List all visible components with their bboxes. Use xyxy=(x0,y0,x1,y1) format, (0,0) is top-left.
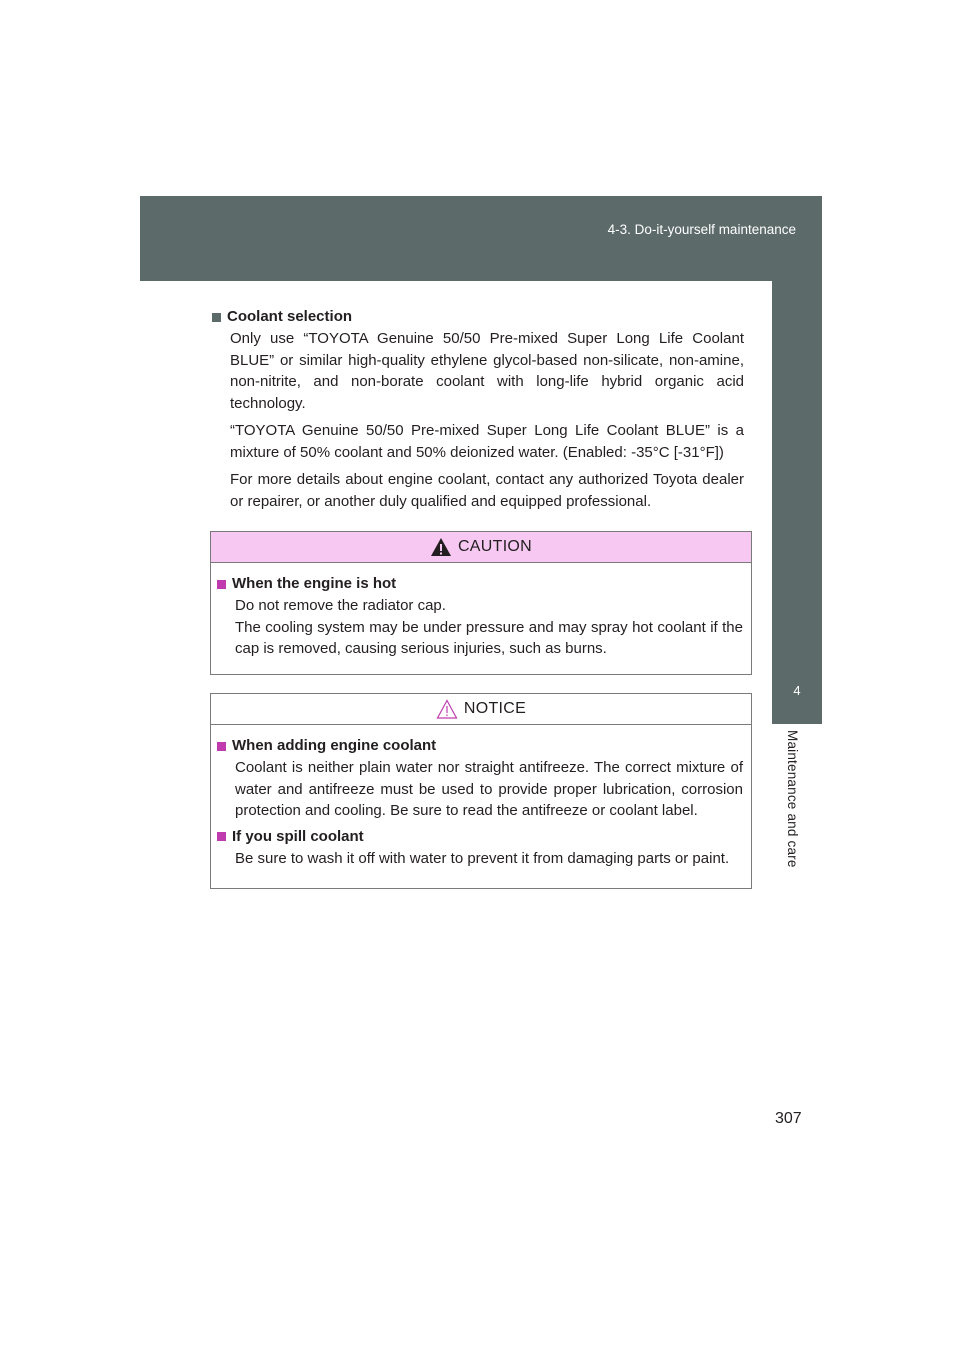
notice-title: NOTICE xyxy=(463,700,527,717)
paragraph: Be sure to wash it off with water to prevent it from damaging parts or paint. xyxy=(235,849,730,867)
heading-text: If you spill coolant xyxy=(232,827,364,845)
square-bullet-icon xyxy=(217,742,226,751)
notice-box xyxy=(210,693,752,889)
heading-text: When adding engine coolant xyxy=(232,737,437,754)
notice-header xyxy=(211,694,751,725)
caution-item-heading xyxy=(217,573,743,595)
warning-triangle-outline-icon xyxy=(436,699,458,719)
caution-box xyxy=(210,531,752,675)
coolant-selection-section xyxy=(212,306,744,518)
heading-text: Coolant selection xyxy=(227,308,353,325)
page-number: 307 xyxy=(775,1110,802,1127)
warning-triangle-icon xyxy=(430,537,452,557)
chapter-number-tab: 4 xyxy=(772,656,822,724)
paragraph: “TOYOTA Genuine 50/50 Pre-mixed Super Long Life Coolant BLUE” is a mixture of 50% coolant and 50% deionized water. (Enabled: -35°C [-31°F]) xyxy=(230,422,744,461)
paragraph: Coolant is neither plain water nor straight antifreeze. The correct mixture of water and antifreeze must be used to provide proper lubrication, corrosion protection and cooling. Be sure to read the antifreeze or coolant label. xyxy=(235,759,743,819)
section-title: 4-3. Do-it-yourself maintenance xyxy=(607,222,796,237)
paragraph: Only use “TOYOTA Genuine 50/50 Pre-mixed Super Long Life Coolant BLUE” or similar high-quality ethylene glycol-based non-silicate, non-amine, non-nitrite, and non-borate coolant with long-life hybrid organic acid technology. xyxy=(230,330,744,412)
caution-body xyxy=(211,563,751,674)
square-bullet-icon xyxy=(212,313,221,322)
coolant-selection-heading xyxy=(212,306,744,328)
caution-title: CAUTION xyxy=(457,538,533,555)
square-bullet-icon xyxy=(217,832,226,841)
paragraph: The cooling system may be under pressure and may spray hot coolant if the cap is removed, causing serious injuries, such as burns. xyxy=(235,618,743,657)
paragraph: Do not remove the radiator cap. xyxy=(235,597,446,614)
caution-header xyxy=(211,532,751,563)
paragraph: For more details about engine coolant, contact any authorized Toyota dealer or repairer, or another duly qualified and equipped professional. xyxy=(230,471,744,510)
square-bullet-icon xyxy=(217,580,226,589)
heading-text: When the engine is hot xyxy=(232,575,397,592)
notice-body xyxy=(211,725,751,883)
notice-item-heading xyxy=(217,826,743,848)
header-band xyxy=(140,196,822,281)
chapter-label: Maintenance and care xyxy=(785,730,800,868)
side-tab-band xyxy=(772,281,822,656)
notice-item-heading xyxy=(217,735,743,757)
